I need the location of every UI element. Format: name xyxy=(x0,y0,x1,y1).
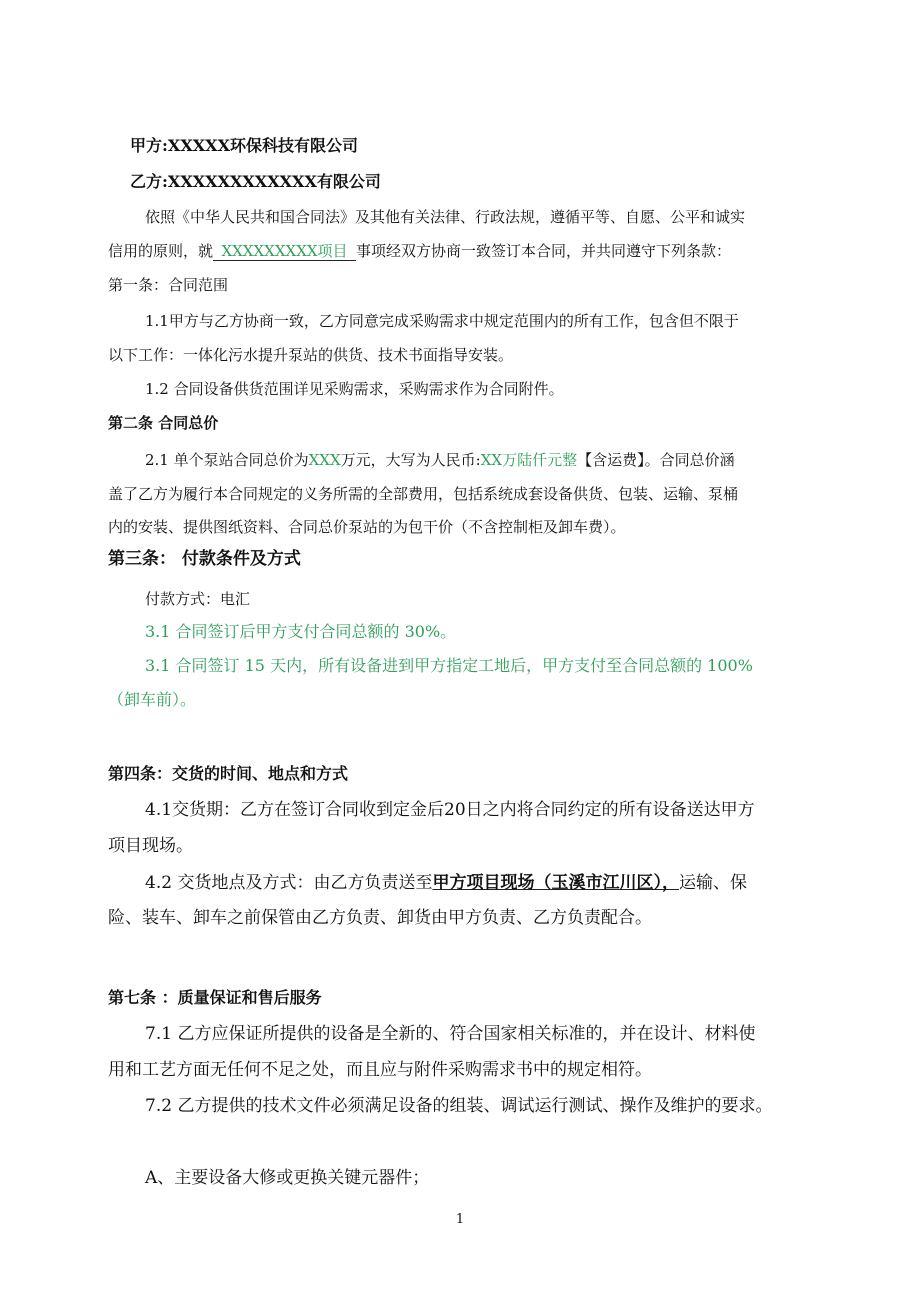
item-a: A、主要设备大修或更换关键元器件； xyxy=(145,1168,430,1188)
article-7-1-line-1: 7.1 乙方应保证所提供的设备是全新的、符合国家相关标准的，并在设计、材料使 xyxy=(145,1024,756,1044)
article-4-1-line-2: 项目现场。 xyxy=(108,836,193,856)
article-4-title: 第四条：交货的时间、地点和方式 xyxy=(108,764,349,783)
project-name-blank: XXXXXXXXX项目 xyxy=(213,244,356,261)
article-7-1-line-2: 用和工艺方面无任何不足之处，而且应与附件采购需求书中的规定相符。 xyxy=(108,1060,652,1080)
intro-line-2-post: 事项经双方协商一致签订本合同，并共同遵守下列条款： xyxy=(356,242,732,260)
price-words-label: 万元，大写为人民币: xyxy=(340,451,481,469)
price-in-words: XX万陆仟元整 xyxy=(480,451,578,469)
article-1-title: 第一条：合同范围 xyxy=(108,276,229,294)
article-7-2: 7.2 乙方提供的技术文件必须满足设备的组装、调试运行测试、操作及维护的要求。 xyxy=(145,1096,773,1116)
article-2-1-line-1 xyxy=(145,453,735,468)
price-amount: XXX xyxy=(308,451,341,469)
price-label: 2.1 单个泵站合同总价为 xyxy=(145,451,309,469)
payment-clause-2-line-2: （卸车前）。 xyxy=(108,690,197,709)
article-4-2-line-2: 险、装车、卸车之前保管由乙方负责、卸货由甲方负责、乙方负责配合。 xyxy=(108,908,652,928)
article-4-1-line-1: 4.1交货期：乙方在签订合同收到定金后20日之内将合同约定的所有设备送达甲方 xyxy=(145,800,755,820)
article-1-1-line-1: 1.1甲方与乙方协商一致，乙方同意完成采购需求中规定范围内的所有工作，包含但不限于 xyxy=(145,312,739,330)
article-7-title: 第七条 ：质量保证和售后服务 xyxy=(108,988,322,1007)
delivery-site: 甲方项目现场（玉溪市江川区）， xyxy=(432,873,679,893)
article-2-title: 第二条 合同总价 xyxy=(108,414,219,432)
delivery-terms: 运输、保 xyxy=(678,873,747,893)
delivery-label: 4.2 交货地点及方式：由乙方负责送至 xyxy=(145,873,433,893)
page-number: 1 xyxy=(455,1212,465,1227)
article-4-2-line-1 xyxy=(145,875,747,892)
intro-line-2-pre: 信用的原则，就 xyxy=(108,242,214,260)
intro-line-2 xyxy=(108,244,731,261)
article-3-title: 第三条： 付款条件及方式 xyxy=(108,549,301,569)
price-note: 【含运费】。合同总价涵 xyxy=(577,451,735,469)
article-1-1-line-2: 以下工作：一体化污水提升泵站的供货、技术书面指导安装。 xyxy=(108,346,514,364)
payment-clause-2-line-1: 3.1 合同签订 15 天内，所有设备进到甲方指定工地后，甲方支付至合同总额的 100% xyxy=(145,656,753,675)
article-1-2: 1.2 合同设备供货范围详见采购需求，采购需求作为合同附件。 xyxy=(145,380,564,398)
article-2-1-line-2: 盖了乙方为履行本合同规定的义务所需的全部费用，包括系统成套设备供货、包装、运输、泵桶 xyxy=(108,485,739,503)
article-2-1-line-3: 内的安装、提供图纸资料、合同总价泵站的为包干价（不含控制柜及卸车费）。 xyxy=(108,518,626,536)
intro-line-1: 依照《中华人民共和国合同法》及其他有关法律、行政法规，遵循平等、自愿、公平和诚实 xyxy=(145,208,746,226)
payment-method: 付款方式：电汇 xyxy=(145,590,251,608)
payment-clause-1: 3.1 合同签订后甲方支付合同总额的 30%。 xyxy=(145,622,457,641)
party-b: 乙方:XXXXXXXXXXXX有限公司 xyxy=(130,172,381,191)
party-a: 甲方:XXXXX环保科技有限公司 xyxy=(130,136,358,155)
